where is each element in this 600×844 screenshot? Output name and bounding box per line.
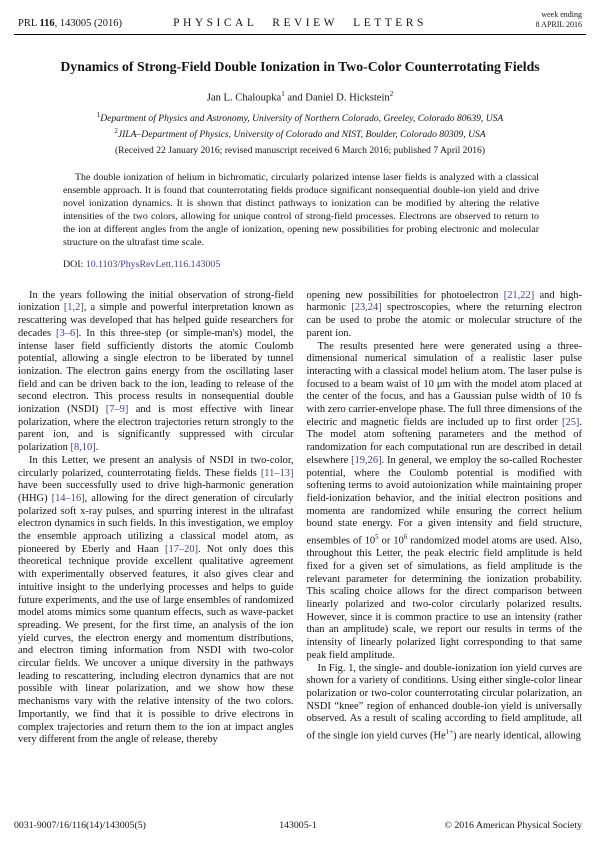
affiliation-2-mark: 2 <box>114 127 118 136</box>
doi-line <box>63 259 539 270</box>
paragraph: In Fig. 1, the single- and double-ionization ion yield curves are shown for a variety of conditions. Using either single-color linear polarization or two-color counterrotating circular polarization, an NSDI “knee” region of enhanced double-ion yield is universally observed. As a result of scaling according to field amplitude, all of the single ion yield curves $(He^{1+})$ are nearly identical, allowing <box>306 662 582 742</box>
paragraph: The results presented here were generated using a three-dimensional numerical simulation of a realistic laser pulse interacting with a classical model helium atom. The laser pulse is focused to a beam waist of 10 μm with the model atom placed at the center of the focus, and has a Gaussian pulse width of 10 fs with zero carrier-envelope phase. The full three dimensions of the electric and magnetic fields are included up to first order [25]. The model atom softening parameters and the method of randomization for each computational run are described in detail elsewhere [19,26]. In general, we employ the so-called Rochester potential, where the Coulomb potential is modified with softening terms to avoid autoionization while maintaining proper field-ionization behavior, and the initial electron positions and momenta are randomized while ensuring the correct helium bound state energy. For a given intensity and field structure, ensembles of $10^5$ or $10^6$ randomized model atoms are used. Also, throughout this Letter, the peak electric field amplitude is held fixed for a given set of simulations, as field amplitude is the relevant parameter for determining the ionization probability. This scaling choice allows for the direct comparison between linearly polarized and two-color circularly polarized results. However, since it is common practice to use an intensity (rather than an amplitude) scale, we report our results in terms of the intensity of linearly polarized light corresponding to that same peak field amplitude. <box>306 340 582 661</box>
author-2-affiliation-mark: 2 <box>389 90 394 98</box>
paper-title: Dynamics of Strong-Field Double Ionization in Two-Color Counterrotating Fields <box>60 59 540 74</box>
volume-number: 116 <box>39 18 55 29</box>
journal-citation <box>18 18 122 29</box>
prl-prefix: PRL <box>18 18 40 29</box>
journal-header <box>0 0 600 32</box>
week-ending-label: week ending <box>541 10 582 19</box>
affiliation-1-text: Department of Physics and Astronomy, University of Northern Colorado, Greeley, Colorado 80639, USA <box>100 112 504 124</box>
affiliation-2 <box>0 125 600 142</box>
paragraph: opening new possibilities for photoelectron [21,22] and high-harmonic [23,24] spectroscopies, where the returning electron can be used to probe the atomic or molecular structure of the parent ion. <box>306 289 582 339</box>
paragraph: In this Letter, we present an analysis of NSDI in two-color, circularly polarized, counterrotating fields. These fields [11–13] have been successfully used to drive high-harmonic generation (HHG) [14–16], allowing for the direct generation of circularly polarized soft x-ray pulses, and spurring interest in the ultrafast electron dynamics in such fields. In this investigation, we employ the ensemble approach utilizing a classical model atom, as pioneered by Eberly and Haan [17–20]. Not only does this theoretical technique provide excellent qualitative agreement with experimentally observed features, it also gives clear and intuitive insight to the underlying processes and helps to guide future experiments, and the use of large ensembles of randomized model atoms mimics some quantum effects, such as wave-packet spreading. We present, for the first time, an analysis of the ion yield curves, the electron energy and momentum distributions, and electron timing information from NSDI with two-color circular fields. We uncover a unique diversity in the pathways leading to rescattering, including electron dynamics that are not possible with linear polarization, and we show how these mechanisms vary with the relative intensity of the two colors. Importantly, we find that it is possible to drive electrons in complex trajectories and return them to the ion at impact angles very different from the angle of release, thereby <box>18 454 294 746</box>
paragraph: In the years following the initial observation of strong-field ionization [1,2], a simple and powerful interpretation known as rescattering was developed that has helped guide researchers for decades [3–6]. In this three-step (or simple-man's) model, the intense laser field sufficiently distorts the atomic Coulomb potential, allowing a single electron to be liberated by tunnel ionization. The electron gains energy from the oscillating laser field and can be driven back to the ion, leading to release of the second electron. This process results in nonsequential double ionization (NSDI) [7–9] and is most effective with linear polarization, where the electron trajectories return strongly to the parent ion, and is significantly suppressed with circular polarization [8,10]. <box>18 289 294 454</box>
journal-name: PHYSICAL REVIEW LETTERS <box>173 17 427 29</box>
received-line: (Received 22 January 2016; revised manuscript received 6 March 2016; published 7 April 2016) <box>114 145 486 157</box>
citation-rest: , 143005 (2016) <box>54 18 123 29</box>
affiliation-1 <box>0 109 600 126</box>
author-2: Daniel D. Hickstein <box>305 92 390 104</box>
right-column <box>307 290 583 827</box>
issn-code: 0031-9007/16/116(14)/143005(5) <box>14 820 146 831</box>
doi-link[interactable]: 10.1103/PhysRevLett.116.143005 <box>85 258 221 270</box>
page-number: 143005-1 <box>279 820 317 831</box>
author-1-affiliation-mark: 1 <box>281 90 285 98</box>
doi-label: DOI: <box>63 258 86 270</box>
affiliations <box>0 109 600 158</box>
week-ending-block <box>536 10 582 29</box>
authors-joiner: and <box>284 92 306 104</box>
header-rule <box>14 34 586 35</box>
page-footer <box>14 820 582 831</box>
body-columns <box>18 290 582 827</box>
left-column <box>18 290 294 827</box>
abstract <box>63 171 539 249</box>
copyright-notice: © 2016 American Physical Society <box>444 820 582 831</box>
issue-date: 8 APRIL 2016 <box>535 19 582 29</box>
affiliation-2-text: JILA–Department of Physics, University of Colorado and NIST, Boulder, Colorado 80309, USA <box>117 129 486 141</box>
abstract-text: The double ionization of helium in bichromatic, circularly polarized intense laser fields is analyzed with a classical ensemble approach. It is found that counterrotating fields produce significant nonsequential double-ion yield and drive novel ionization dynamics. It is shown that distinct pathways to ionization can be modified by altering the relative intensities of the two colors, allowing for unique control of strong-field processes. Electrons are observed to return to the ion at different angles from the angle of ionization, opening new possibilities for probing electronic and molecular structure on the ultrafast time scale. <box>63 171 539 248</box>
affiliation-1-mark: 1 <box>96 110 101 119</box>
author-1: Jan L. Chaloupka <box>206 92 282 104</box>
authors-line <box>0 90 600 104</box>
